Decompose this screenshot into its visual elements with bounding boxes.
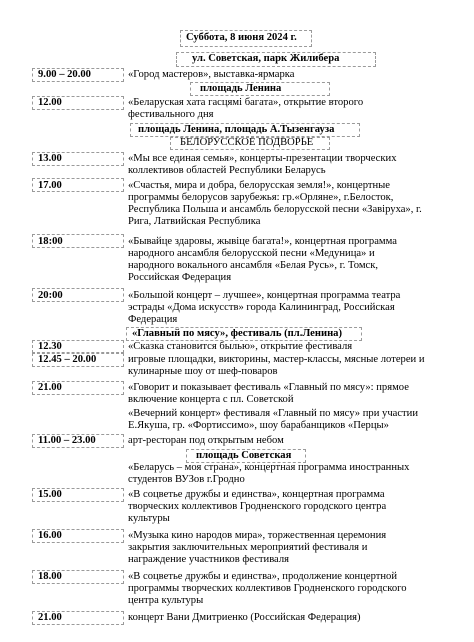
section-title: «Главный по мясу», фестиваль (пл.Ленина) — [132, 328, 343, 339]
event-description: игровые площадки, викторины, мастер-классы, мясные лотереи и — [128, 354, 425, 365]
event-description: «В соцветье дружбы и единства», концертная программа — [128, 489, 385, 500]
date-heading: Суббота, 8 июня 2024 г. — [186, 32, 297, 43]
event-description: народного ансамбля белорусской песни «Медуница» и — [128, 248, 375, 259]
event-time: 12.00 — [38, 97, 62, 108]
section-title: площадь Советская — [196, 450, 292, 461]
event-description: фестивального дня — [128, 109, 214, 120]
event-description: коллективов областей Республики Беларусь — [128, 165, 326, 176]
event-description: концерт Вани Дмитриенко (Российская Федерация) — [128, 612, 361, 623]
event-description: Е.Якуша, гр. «Фортиссимо», шоу барабанщиков «Перцы» — [128, 420, 389, 431]
event-description: «Музыка кино народов мира», торжественная церемония — [128, 530, 387, 541]
event-description: «Сказка становится былью», открытие фестиваля — [128, 341, 353, 352]
event-description: центра культуры — [128, 595, 204, 606]
event-time: 18:00 — [38, 236, 63, 247]
event-description: творческих коллективов Гродненского городского центра — [128, 501, 387, 512]
section-title: площадь Ленина, площадь А.Тызенгауза — [138, 124, 335, 135]
event-time: 21.00 — [38, 382, 62, 393]
event-description: культуры — [128, 513, 170, 524]
event-description: «Вечерний концерт» фестиваля «Главный по мясу» при участии — [128, 408, 419, 419]
event-description: «Мы все единая семья», концерты-презентации творческих — [128, 153, 397, 164]
event-description: «Беларуская хата гасцямі багата», открытие второго — [128, 97, 364, 108]
event-description: «Счастья, мира и добра, белорусская земля!», концертные — [128, 180, 390, 191]
event-time: 15.00 — [38, 489, 62, 500]
section-title: площадь Ленина — [200, 83, 282, 94]
event-time: 13.00 — [38, 153, 62, 164]
event-time: 12.30 — [38, 341, 62, 352]
section-subtitle: БЕЛОРУССКОЕ ПОДВОРЬЕ — [180, 137, 314, 148]
event-description: «Беларусь – моя страна», концертная программа иностранных — [128, 462, 410, 473]
event-description: Федерация — [128, 314, 178, 325]
event-time: 12.45 – 20.00 — [38, 354, 97, 365]
event-description: студентов ВУЗов г.Гродно — [128, 474, 245, 485]
event-description: закрытия заключительных мероприятий фестиваля и — [128, 542, 368, 553]
event-description: народного вокального ансамбля «Белая Русь», г. Томск, — [128, 260, 379, 271]
event-time: 9.00 – 20.00 — [38, 69, 91, 80]
event-time: 21.00 — [38, 612, 62, 623]
event-time: 11.00 – 23.00 — [38, 435, 96, 446]
event-description: награждение участников фестиваля — [128, 554, 290, 565]
event-description: «В соцветье дружбы и единства», продолжение концертной — [128, 571, 398, 582]
event-description: арт-ресторан под открытым небом — [128, 435, 284, 446]
event-description: программы белорусов зарубежья: гр.«Орляне», г.Белосток, — [128, 192, 394, 203]
event-time: 16.00 — [38, 530, 62, 541]
section-title: ул. Советская, парк Жилибера — [192, 53, 340, 64]
event-description: «Бывайце здаровы, жывіце багата!», концертная программа — [128, 236, 397, 247]
event-description: Российская Федерация — [128, 272, 232, 283]
event-description: «Большой концерт – лучшее», концертная программа театра — [128, 290, 401, 301]
event-time: 17.00 — [38, 180, 62, 191]
event-description: Республика Польша и ансамбль белорусской песни «Завіруха», г. — [128, 204, 422, 215]
event-time: 18.00 — [38, 571, 62, 582]
event-description: эстрады «Дома искусств» города Калининград, Российская — [128, 302, 395, 313]
event-description: «Город мастеров», выставка-ярмарка — [128, 69, 295, 80]
event-time: 20:00 — [38, 290, 63, 301]
event-description: включение концерта с пл. Советской — [128, 394, 294, 405]
event-description: кулинарные шоу от шеф-поваров — [128, 366, 278, 377]
event-description: «Говорит и показывает фестиваль «Главный по мясу»: прямое — [128, 382, 409, 393]
event-description: программы творческих коллективов Гродненского городского — [128, 583, 407, 594]
event-description: Рига, Латвийская Республика — [128, 216, 261, 227]
